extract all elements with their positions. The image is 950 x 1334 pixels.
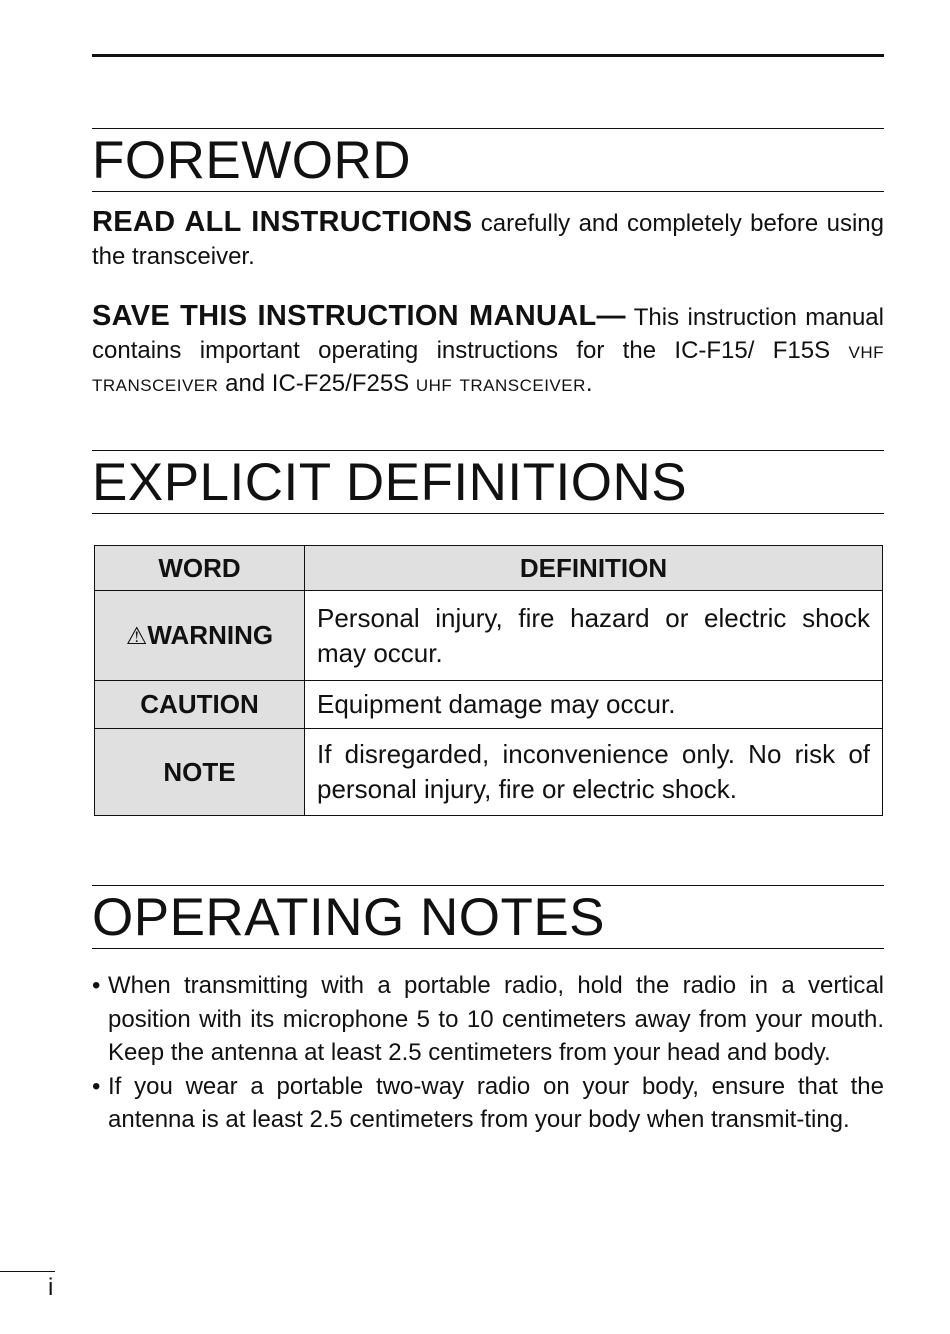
definitions-table	[94, 545, 883, 816]
read-all-instructions-lead: READ ALL INSTRUCTIONS	[92, 206, 473, 238]
word-warning-label: WARNING	[147, 620, 274, 650]
word-caution: CAUTION	[95, 681, 305, 729]
save-manual-lead: SAVE THIS INSTRUCTION MANUAL—	[92, 300, 626, 332]
page-number: i	[48, 1274, 54, 1301]
definitions-section	[92, 450, 884, 514]
word-note: NOTE	[95, 729, 305, 816]
bullet-icon: •	[92, 972, 101, 999]
bullet-icon: •	[92, 1072, 101, 1100]
table-row-note	[95, 729, 883, 816]
definitions-heading-bar	[92, 450, 884, 514]
table-row-caution	[95, 681, 883, 729]
list-item	[92, 1070, 884, 1137]
word-warning	[95, 591, 305, 681]
definition-caution: Equipment damage may occur.	[305, 681, 883, 729]
foreword-paragraph-2-mid: and IC-F25/F25S	[218, 370, 416, 397]
top-rule	[92, 54, 884, 57]
table-header-row	[95, 546, 883, 591]
foreword-section	[92, 128, 884, 397]
foreword-paragraph-2-end: .	[585, 370, 593, 397]
operating-notes-heading-bar	[92, 885, 884, 949]
list-item-text: If you wear a portable two-way radio on your body, ensure that the antenna is at least 2.5 centimeters from your body when transmit-ting.	[108, 1072, 884, 1133]
warning-triangle-icon: ⚠	[125, 623, 148, 650]
foreword-paragraph-1-text: carefully and completely before using the transceiver.	[92, 210, 884, 270]
list-item	[92, 969, 884, 1070]
foreword-paragraph-2-text: This instruction manual contains important operating instructions for the IC-F15/ F15S	[92, 304, 884, 364]
uhf-transceiver-label: uhf transceiver	[415, 370, 586, 397]
foreword-heading: FOREWORD	[92, 131, 412, 190]
column-header-word: WORD	[95, 546, 305, 591]
definition-warning: Personal injury, fire hazard or electric shock may occur.	[305, 591, 883, 681]
foreword-paragraph-2	[92, 300, 884, 400]
foreword-heading-bar	[92, 128, 884, 192]
foreword-paragraph-1	[92, 206, 884, 273]
operating-notes-heading: OPERATING NOTES	[92, 888, 606, 947]
column-header-definition: DEFINITION	[305, 546, 883, 591]
definition-note: If disregarded, inconvenience only. No risk of personal injury, fire or electric shock.	[305, 729, 883, 816]
list-item-text: When transmitting with a portable radio, hold the radio in a vertical position with its microphone 5 to 10 centimeters away from your mouth. Keep the antenna at least 2.5 centimeters from your head and body.	[108, 972, 884, 1066]
operating-notes-section	[92, 885, 884, 1133]
table-row-warning	[95, 591, 883, 681]
vhf-transceiver-label: vhf transceiver	[92, 337, 884, 397]
definitions-heading: EXPLICIT DEFINITIONS	[92, 453, 688, 512]
page-number-rule	[0, 1271, 55, 1272]
operating-notes-list	[92, 969, 884, 1137]
